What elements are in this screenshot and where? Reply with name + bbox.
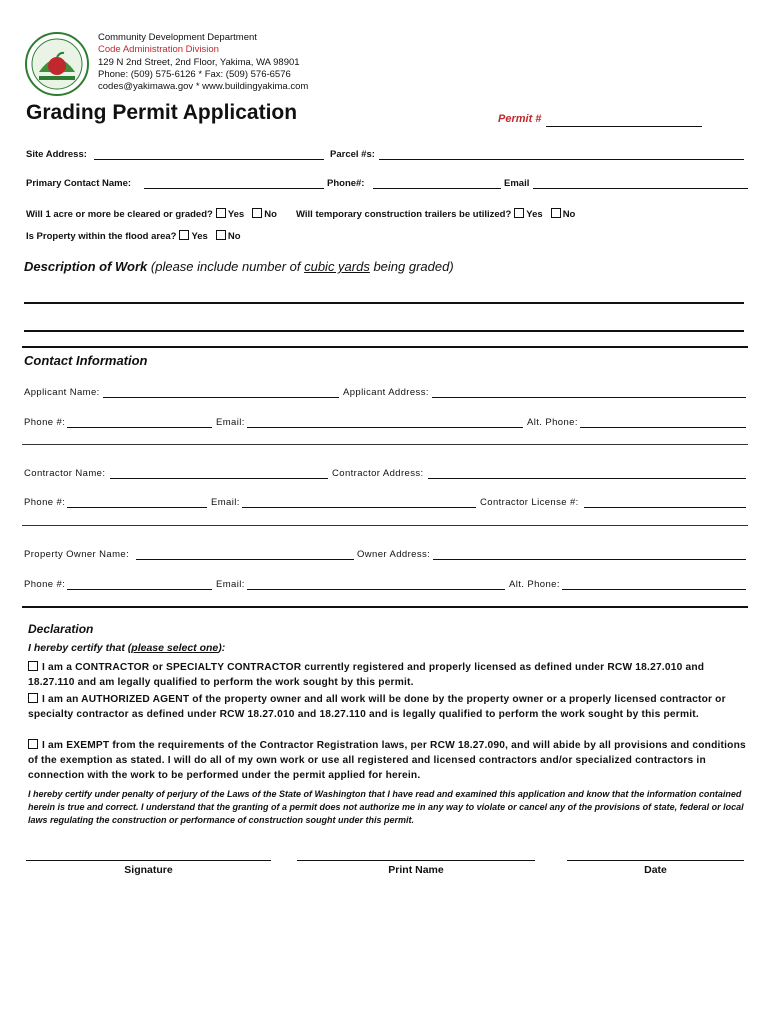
phone-field[interactable] — [373, 188, 501, 189]
contractor-license-field[interactable] — [584, 507, 746, 508]
contractor-email-field[interactable] — [242, 507, 476, 508]
signature-label: Signature — [124, 864, 173, 876]
declaration-option-agent — [28, 692, 748, 722]
option-agent-text: I am an AUTHORIZED AGENT of the property owner and all work will be done by the property owner or a properly licensed contractor or specialty contractor as defined under RCW 18.27.010 and 18.27.110 and is legally qualified to perform the work sought by this permit. — [28, 694, 726, 720]
applicant-divider — [22, 444, 748, 445]
description-hint-pre: (please include number of — [147, 259, 305, 274]
contractor-email-label: Email: — [211, 497, 240, 508]
agent-checkbox[interactable] — [28, 693, 38, 703]
permit-number-field[interactable] — [546, 126, 702, 127]
office-address: 129 N 2nd Street, 2nd Floor, Yakima, WA 98901 — [98, 57, 300, 68]
exempt-checkbox[interactable] — [28, 739, 38, 749]
flood-yes-checkbox[interactable] — [179, 230, 189, 240]
declaration-option-contractor — [28, 660, 748, 690]
acre-question — [26, 208, 277, 220]
trailers-no-label: No — [562, 209, 576, 220]
applicant-alt-phone-label: Alt. Phone: — [527, 417, 578, 428]
site-address-label: Site Address: — [26, 149, 87, 160]
applicant-address-field[interactable] — [432, 397, 746, 398]
declaration-subtitle-u: please select one — [131, 642, 219, 654]
contractor-address-field[interactable] — [428, 478, 746, 479]
acre-yes-label: Yes — [227, 209, 245, 220]
print-name-field[interactable] — [297, 860, 535, 861]
contractor-checkbox[interactable] — [28, 661, 38, 671]
applicant-email-field[interactable] — [247, 427, 523, 428]
description-hint-post: being graded) — [369, 259, 454, 274]
applicant-address-label: Applicant Address: — [343, 387, 429, 398]
flood-no-checkbox[interactable] — [216, 230, 226, 240]
trailers-question — [296, 208, 575, 220]
primary-contact-label: Primary Contact Name: — [26, 178, 132, 189]
owner-alt-phone-label: Alt. Phone: — [509, 579, 560, 590]
owner-address-label: Owner Address: — [357, 549, 431, 560]
owner-phone-label: Phone #: — [24, 579, 66, 590]
print-name-label: Print Name — [388, 864, 444, 876]
flood-question-text: Is Property within the flood area? — [26, 231, 177, 242]
date-field[interactable] — [567, 860, 744, 861]
option-contractor-text: I am a CONTRACTOR or SPECIALTY CONTRACTOR currently registered and properly licensed as defined under RCW 18.27.010 and 18.27.110 and am legally qualified to perform the work sought by this permit. — [28, 662, 705, 688]
acre-question-text: Will 1 acre or more be cleared or graded? — [26, 209, 213, 220]
flood-question — [26, 230, 241, 242]
contact-heading: Contact Information — [24, 353, 148, 368]
trailers-yes-label: Yes — [526, 209, 543, 220]
contractor-license-label: Contractor License #: — [480, 497, 579, 508]
parcel-label: Parcel #s: — [330, 149, 375, 160]
declaration-subtitle-post: ): — [218, 642, 226, 654]
owner-alt-phone-field[interactable] — [562, 589, 746, 590]
parcel-field[interactable] — [379, 159, 744, 160]
applicant-name-label: Applicant Name: — [24, 387, 100, 398]
division-name: Code Administration Division — [98, 44, 219, 55]
description-line-2[interactable] — [24, 330, 744, 332]
phone-fax: Phone: (509) 575-6126 * Fax: (509) 576-6576 — [98, 69, 291, 80]
page-title: Grading Permit Application — [26, 101, 298, 124]
description-heading — [24, 259, 454, 274]
owner-name-label: Property Owner Name: — [24, 549, 130, 560]
declaration-title: Declaration — [28, 622, 94, 636]
section-divider — [22, 346, 748, 348]
applicant-alt-phone-field[interactable] — [580, 427, 746, 428]
acre-yes-checkbox[interactable] — [216, 208, 226, 218]
email-field[interactable] — [533, 188, 748, 189]
email-website: codes@yakimawa.gov * www.buildingyakima.com — [98, 81, 309, 92]
trailers-yes-checkbox[interactable] — [514, 208, 524, 218]
department-name: Community Development Department — [98, 32, 257, 43]
trailers-question-text: Will temporary construction trailers be utilized? — [296, 209, 512, 220]
description-title: Description of Work — [24, 259, 148, 274]
contractor-phone-field[interactable] — [67, 507, 207, 508]
permit-number-label: Permit # — [498, 113, 542, 125]
city-seal-logo — [25, 32, 89, 96]
applicant-name-field[interactable] — [103, 397, 339, 398]
site-address-field[interactable] — [94, 159, 324, 160]
contractor-name-field[interactable] — [110, 478, 328, 479]
option-exempt-text: I am EXEMPT from the requirements of the Contractor Registration laws, per RCW 18.27.090, and will abide by all provisions and conditions of the exemption as stated. I will do all of my own work or use all registered and licensed contractors and/or specialized contractors in connection with the work to be performed under the permit applied for herein. — [28, 740, 746, 781]
contractor-name-label: Contractor Name: — [24, 468, 106, 479]
signature-field[interactable] — [26, 860, 271, 861]
owner-phone-field[interactable] — [67, 589, 212, 590]
declaration-option-exempt — [28, 738, 748, 783]
declaration-subtitle — [28, 642, 225, 654]
phone-label: Phone#: — [327, 178, 365, 189]
owner-name-field[interactable] — [136, 559, 354, 560]
primary-contact-field[interactable] — [144, 188, 324, 189]
date-label: Date — [644, 864, 667, 876]
flood-no-label: No — [227, 231, 241, 242]
applicant-phone-label: Phone #: — [24, 417, 66, 428]
description-line-1[interactable] — [24, 302, 744, 304]
contractor-divider — [22, 525, 748, 526]
contractor-phone-label: Phone #: — [24, 497, 66, 508]
declaration-subtitle-pre: I hereby certify that ( — [28, 642, 132, 654]
contact-end-divider — [22, 606, 748, 608]
contractor-address-label: Contractor Address: — [332, 468, 424, 479]
description-hint-link: cubic yards — [304, 259, 370, 274]
applicant-email-label: Email: — [216, 417, 245, 428]
trailers-no-checkbox[interactable] — [551, 208, 561, 218]
applicant-phone-field[interactable] — [67, 427, 212, 428]
owner-email-field[interactable] — [247, 589, 505, 590]
acre-no-label: No — [264, 209, 277, 220]
owner-email-label: Email: — [216, 579, 245, 590]
owner-address-field[interactable] — [433, 559, 746, 560]
acre-no-checkbox[interactable] — [252, 208, 262, 218]
email-label: Email — [504, 178, 530, 189]
certification-text: I hereby certify under penalty of perjury of the Laws of the State of Washington that I have read and examined this application and know that the information contained herein is true and correct. I understand that the granting of a permit does not authorize me in any way to violate or cancel any of the provisions of state, federal or local laws regulating the construction or performance of construction sought under this permit. — [28, 789, 744, 825]
flood-yes-label: Yes — [191, 231, 208, 242]
